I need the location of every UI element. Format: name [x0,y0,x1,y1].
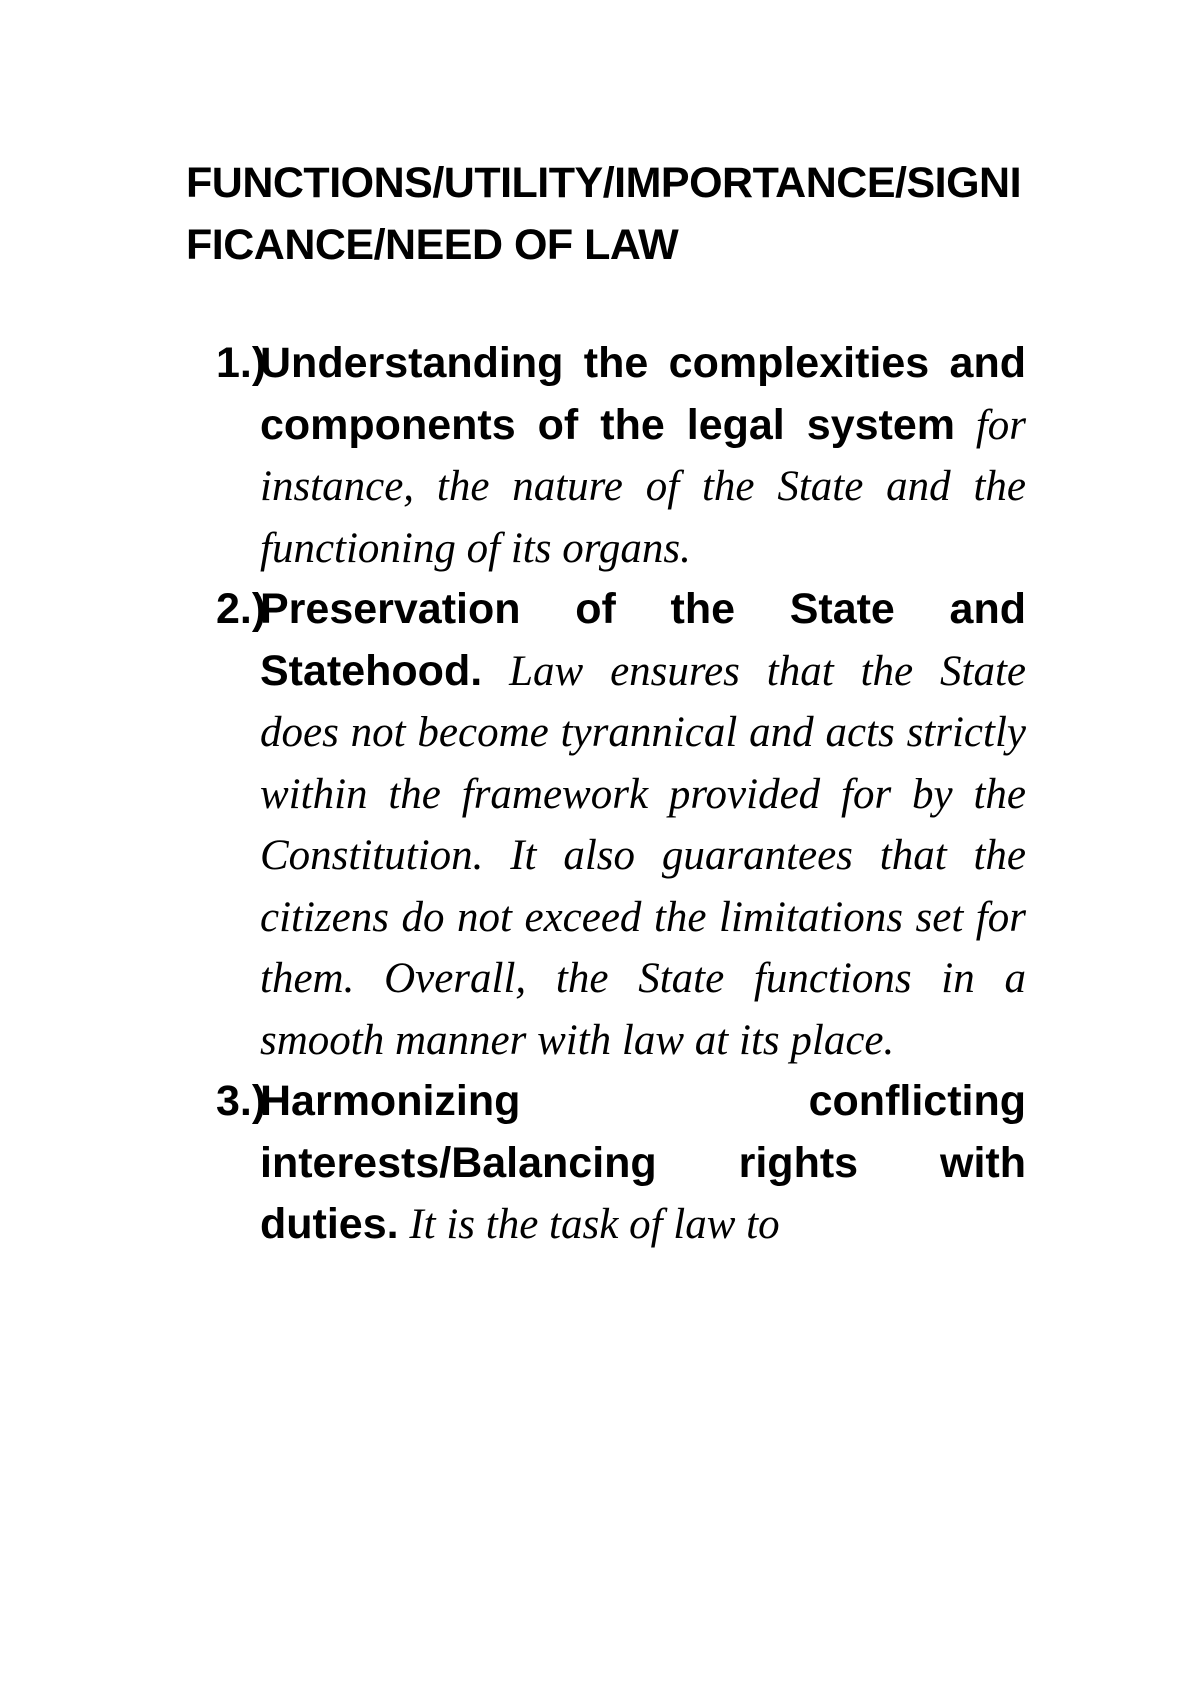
item-number: 3.) [216,1077,267,1125]
item-heading: Preservation of the State and Statehood. [260,585,1026,695]
functions-list [196,333,1026,1256]
list-item [196,1071,1026,1256]
document-title: FUNCTIONS/UTILITY/IMPORTANCE/SIGNIFICANCE/NEED OF LAW [186,159,1022,269]
item-number: 2.) [216,585,267,633]
item-heading: Harmonizing conflicting interests/Balancing rights with duties. [260,1077,1026,1248]
list-item [196,579,1026,1071]
item-description: It is the task of law to [409,1201,780,1248]
item-heading: Understanding the complexities and components of the legal system [260,339,1026,449]
item-number: 1.) [216,339,267,387]
list-item [196,333,1026,579]
item-description: for instance, the nature of the State and the functioning of its organs. [260,401,1027,572]
item-description: Law ensures that the State does not become tyrannical and acts strictly within the framework provided for by the Constitution. It also guarantees that the citizens do not exceed the limitations set for them. Overall, the State functions in a smooth manner with law at its place. [260,647,1027,1064]
